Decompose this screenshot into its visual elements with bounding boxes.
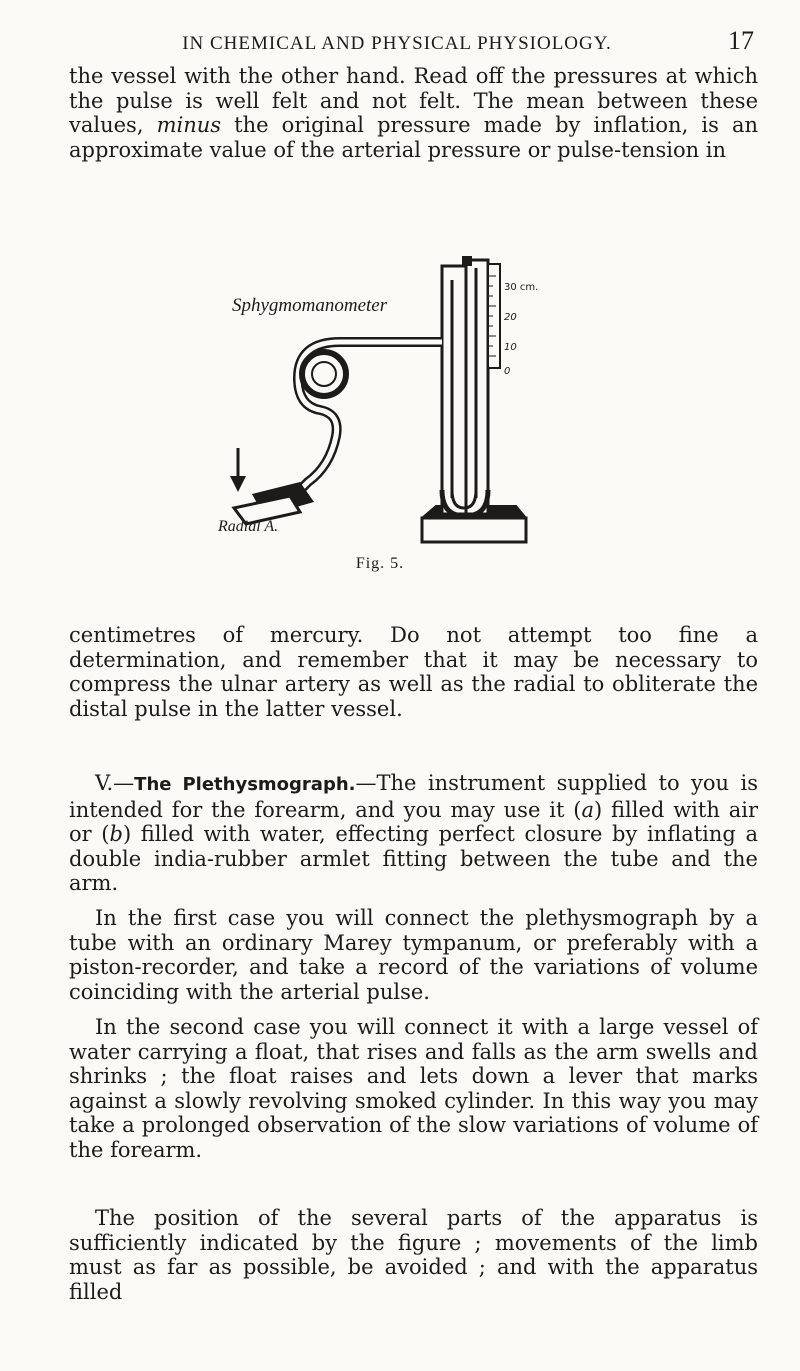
- paragraph-5: In the second case you will connect it with a large vessel of water carrying a float, that rises and falls as the arm swells and shrinks ; the float raises and lets down a lever that marks against a slowly revolving smoked cylinder. In this way you may take a prolonged observation of the slow variations of volume of the forearm.: [69, 1015, 758, 1162]
- instrument-label: Sphygmomanometer: [232, 295, 388, 316]
- paragraph-2: centimetres of mercury. Do not attempt too fine a determination, and remember that it may be necessary to compress the ulnar artery as well as the radial to obliterate the distal pulse in the latter vessel.: [69, 623, 758, 721]
- scale-label-0: 0: [504, 366, 511, 377]
- paragraph-4: In the first case you will connect the plethysmograph by a tube with an ordinary Marey tympanum, or preferably with a piston-recorder, and take a record of the variations of volume coinciding with the arterial pulse.: [69, 906, 758, 1004]
- paragraph-3-text-a: —The instrument supplied to you is intended for the forearm, and you may use it (: [69, 771, 758, 822]
- paragraph-6: The position of the several parts of the apparatus is sufficiently indicated by the figure ; movements of the limb must as far as possible, be avoided ; and with the apparatus filled: [69, 1206, 758, 1304]
- running-head-title: IN CHEMICAL AND PHYSICAL PHYSIOLOGY.: [182, 33, 612, 54]
- scale-label-20: 20: [504, 312, 517, 323]
- apparatus-base: [422, 518, 526, 542]
- page-number: 17: [728, 26, 754, 55]
- tube-coil: [302, 352, 346, 396]
- figure-caption: Fig. 5.: [355, 555, 405, 572]
- paragraph-3-text-b: ) filled with air or (: [69, 797, 758, 846]
- paragraph-1: [69, 64, 758, 162]
- scale-label-30: 30 cm.: [504, 282, 539, 293]
- option-a-letter: a: [581, 797, 594, 822]
- manometer-column-left: [442, 266, 466, 514]
- arrow-head-icon: [230, 476, 246, 492]
- scale-label-10: 10: [504, 342, 517, 353]
- artery-label: Radial A.: [218, 518, 279, 535]
- section-number: V.—: [95, 771, 135, 795]
- section-heading: The Plethysmograph.: [134, 774, 356, 795]
- tube-cap: [462, 256, 472, 266]
- paragraph-1-text-a: the vessel with the other hand. Read off the pressures at which the pulse is well felt and not felt. The mean between these values,: [69, 64, 758, 137]
- paragraph-3: [69, 771, 758, 896]
- paragraph-1-emphasis: minus: [156, 113, 222, 137]
- figure-5: [190, 250, 570, 580]
- option-b-letter: b: [109, 822, 123, 846]
- paragraph-1-text-b: the original pressure made by inflation, is an approximate value of the arterial pressure or pulse-tension in: [69, 113, 758, 162]
- running-header: [66, 26, 754, 56]
- paragraph-3-text-c: ) filled with water, effecting perfect closure by inflating a double india-rubber armlet fitting between the tube and the arm.: [69, 822, 758, 895]
